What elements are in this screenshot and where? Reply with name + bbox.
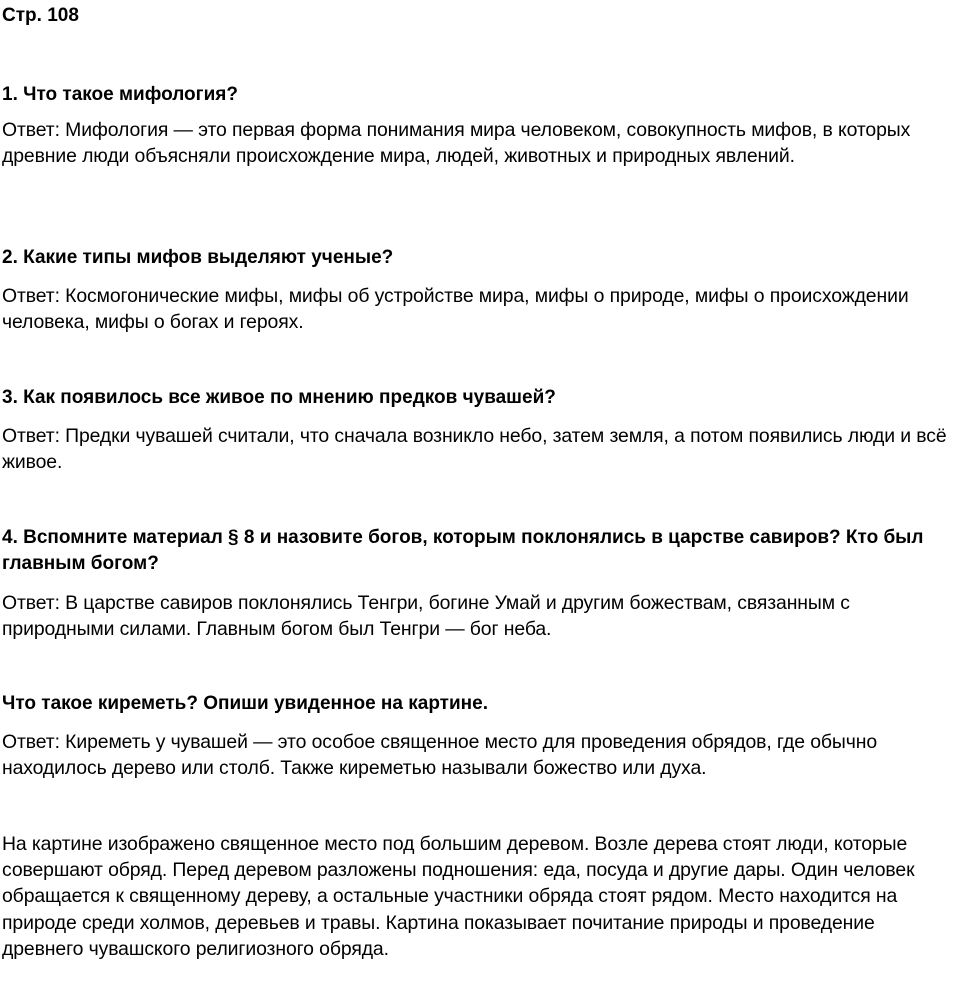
picture-description: На картине изображено священное место под большим деревом. Возле дерева стоят люди, которые совершают обряд. Перед деревом разложены подношения: еда, посуда и другие дары. Один человек обращается к священному дереву, а остальные участники обряда стоят рядом. Место находится на природе среди холмов, деревьев и травы. Картина показывает почитание природы и проведение древнего чувашского религиозного обряда. [2, 833, 915, 960]
question-5: Что такое киреметь? Опиши увиденное на картине. [2, 693, 488, 714]
answer-2: Ответ: Космогонические мифы, мифы об устройстве мира, мифы о природе, мифы о происхождении человека, мифы о богах и героях. [2, 285, 909, 334]
page-number: Стр. 108 [2, 5, 79, 26]
question-4: 4. Вспомните материал § 8 и назовите богов, которым поклонялись в царстве савиров? Кто был главным богом? [2, 527, 924, 574]
answer-1: Ответ: Мифология — это первая форма понимания мира человеком, совокупность мифов, в которых древние люди объясняли происхождение мира, людей, животных и природных явлений. [2, 119, 911, 168]
answer-3: Ответ: Предки чувашей считали, что сначала возникло небо, затем земля, а потом появились люди и всё живое. [2, 425, 947, 474]
question-3: 3. Как появилось все живое по мнению предков чувашей? [2, 387, 556, 408]
answer-5: Ответ: Киреметь у чувашей — это особое священное место для проведения обрядов, где обычно находилось дерево или столб. Также кирeметью называли божество или духа. [2, 731, 878, 780]
question-2: 2. Какие типы мифов выделяют ученые? [2, 247, 394, 268]
answer-4: Ответ: В царстве савиров поклонялись Тенгри, богине Умай и другим божествам, связанным с природными силами. Главным богом был Тенгри — бог неба. [2, 592, 850, 641]
question-1: 1. Что такое мифология? [2, 84, 238, 105]
